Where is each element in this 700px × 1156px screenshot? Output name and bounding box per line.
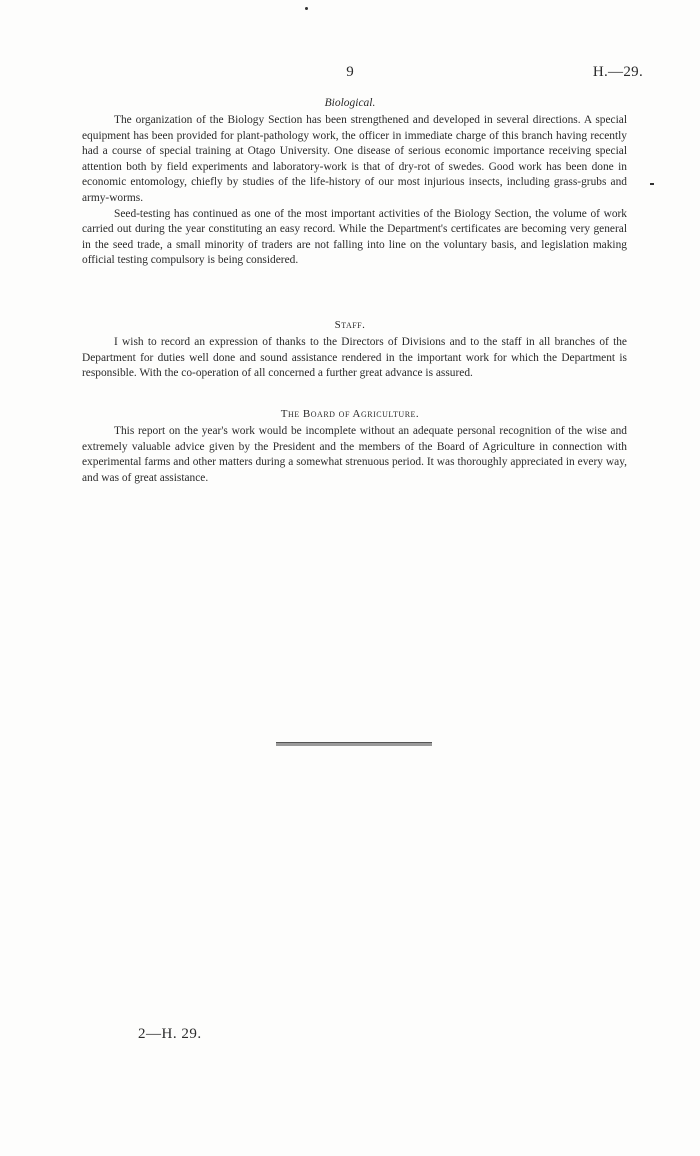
section-heading-board: The Board of Agriculture. [280, 408, 420, 420]
page-number: 9 [346, 64, 354, 80]
document-reference: H.—29. [592, 64, 643, 80]
section-heading-staff: Staff. [334, 319, 366, 331]
stray-mark [305, 7, 308, 10]
section-body-board [82, 424, 627, 486]
paragraph: The organization of the Biology Section has been strengthened and developed in several directions. A special equipment has been provided for plant-pathology work, the officer in immediate charge of this branch having recently had a course of special training at Otago University. One disease of serious economic importance receiving special attention both by field experiments and laboratory-work is that of dry-rot of swedes. Good work has been done in economic entomology, chiefly by studies of the life-history of our most injurious insects, including grass-grubs and army-worms. [82, 114, 627, 204]
section-heading-biological: Biological. [324, 97, 376, 109]
section-body-staff [82, 335, 627, 382]
paragraph: I wish to record an expression of thanks to the Directors of Divisions and to the staff in all branches of the Department for duties well done and sound assistance rendered in the important work for which the Department is responsible. With the co-operation of all concerned a further great advance is assured. [82, 336, 627, 380]
end-rule [276, 742, 432, 746]
paragraph: This report on the year's work would be incomplete without an adequate personal recognition of the wise and extremely valuable advice given by the President and the members of the Board of Agriculture in connection with experimental farms and other matters during a somewhat strenuous period. It was thoroughly appreciated in every way, and was of great assistance. [82, 425, 627, 484]
signature-mark: 2—H. 29. [138, 1026, 202, 1042]
section-body-biological [82, 113, 627, 269]
stray-mark [650, 183, 654, 185]
paragraph: Seed-testing has continued as one of the most important activities of the Biology Section, the volume of work carried out during the year constituting an easy record. While the Department's certificates are becoming very general in the seed trade, a small minority of traders are not falling into line on the voluntary basis, and legislation making official testing compulsory is being considered. [82, 207, 627, 267]
